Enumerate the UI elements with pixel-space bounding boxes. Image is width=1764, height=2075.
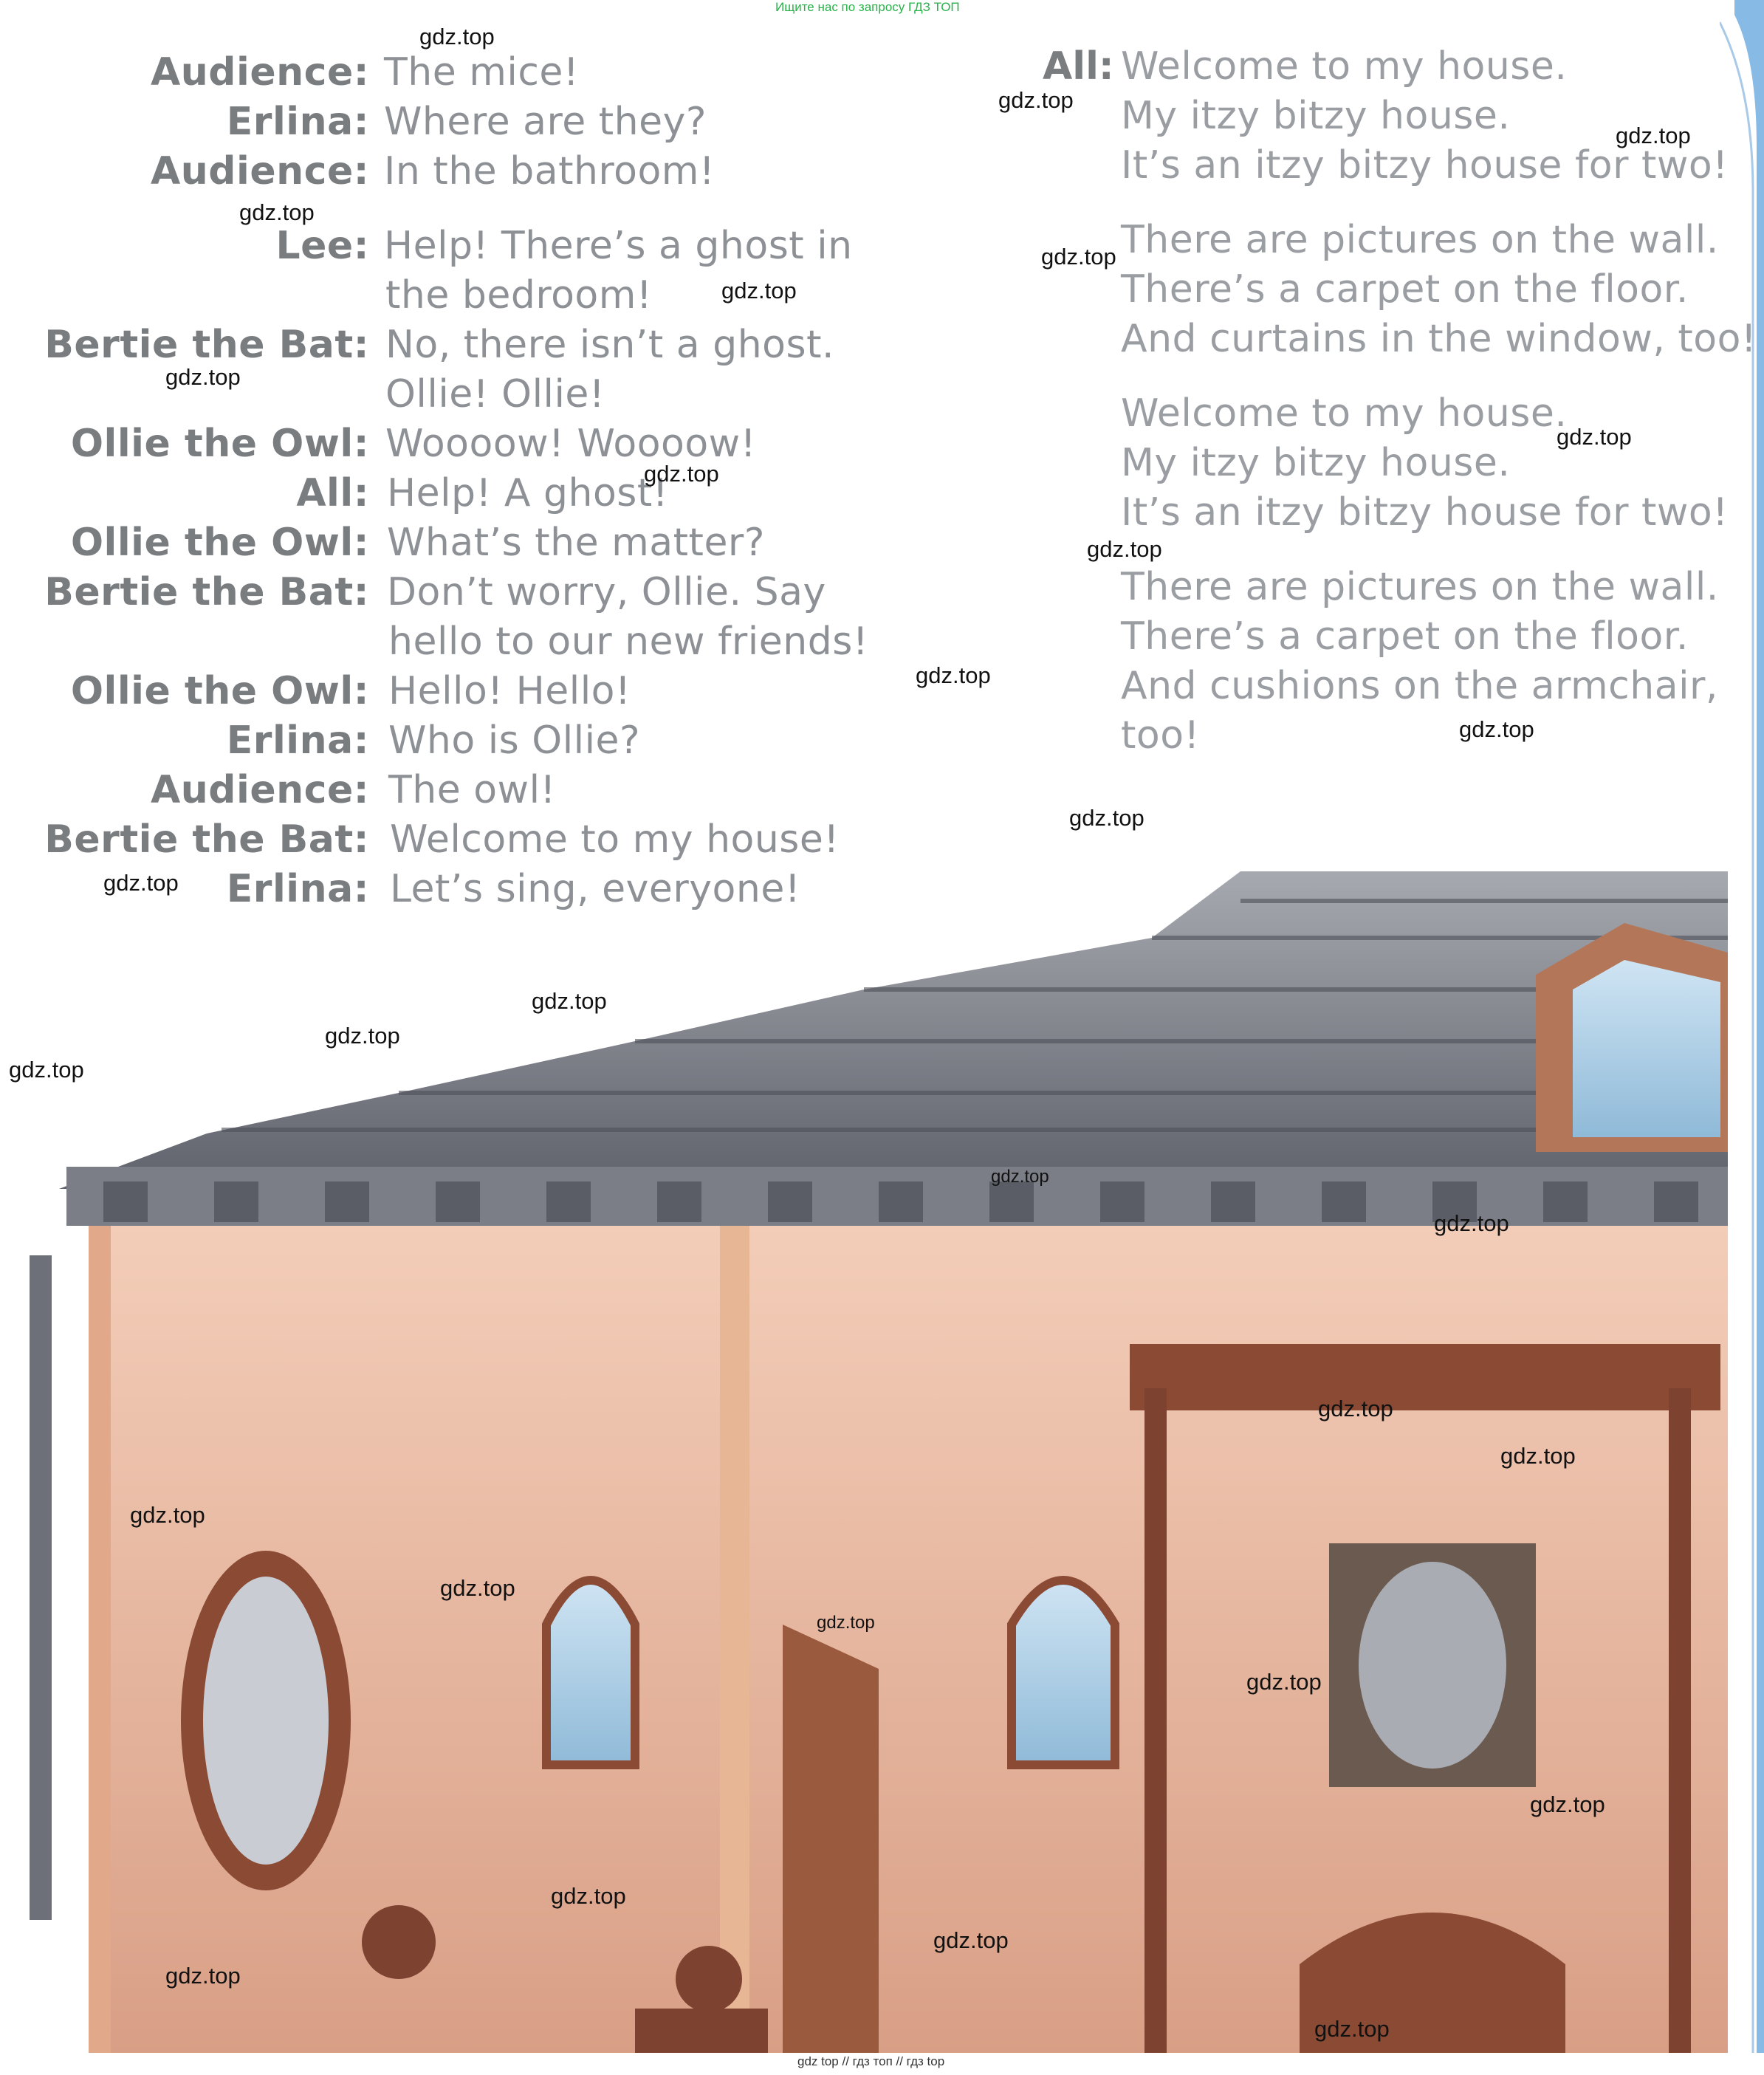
dialogue-line: Help! A ghost! bbox=[387, 471, 669, 515]
dialogue-line: Who is Ollie? bbox=[388, 718, 641, 763]
song-line: Welcome to my house. bbox=[1121, 391, 1568, 436]
watermark: gdz.top bbox=[239, 199, 315, 225]
dialogue-line: hello to our new friends! bbox=[388, 620, 869, 664]
dialogue-row bbox=[0, 570, 369, 622]
speaker-label: Ollie the Owl: bbox=[70, 669, 369, 713]
watermark: gdz.top bbox=[916, 662, 991, 688]
dialogue-row bbox=[0, 669, 369, 721]
speaker-label: All: bbox=[296, 471, 369, 515]
watermark: gdz.top bbox=[1314, 2016, 1390, 2042]
watermark: gdz.top bbox=[1434, 1210, 1509, 1236]
dialogue-row bbox=[0, 149, 369, 201]
song-line: There are pictures on the wall. bbox=[1121, 565, 1719, 609]
watermark: gdz.top bbox=[325, 1023, 400, 1049]
watermark: gdz.top bbox=[644, 461, 719, 487]
header-note[interactable]: Ищите нас по запросу ГДЗ ТОП bbox=[775, 0, 960, 14]
watermark: gdz.top bbox=[998, 87, 1074, 113]
dialogue-line: In the bathroom! bbox=[384, 149, 715, 193]
watermark: gdz.top bbox=[991, 1167, 1049, 1187]
watermark: gdz.top bbox=[165, 364, 241, 390]
dialogue-row bbox=[0, 100, 369, 151]
haunted-house-illustration bbox=[0, 842, 1764, 2053]
song-line: too! bbox=[1121, 713, 1200, 758]
dialogue-line: Ollie! Ollie! bbox=[385, 372, 605, 416]
watermark: gdz.top bbox=[721, 278, 797, 303]
watermark: gdz.top bbox=[1069, 805, 1144, 831]
watermark: gdz.top bbox=[130, 1502, 205, 1528]
dialogue-line: What’s the matter? bbox=[387, 521, 765, 565]
speaker-label: Bertie the Bat: bbox=[44, 817, 369, 862]
watermark: gdz.top bbox=[1318, 1396, 1393, 1421]
song-line: My itzy bitzy house. bbox=[1121, 441, 1511, 485]
watermark: gdz.top bbox=[9, 1057, 84, 1083]
speaker-label: Audience: bbox=[151, 768, 369, 812]
watermark: gdz.top bbox=[1459, 716, 1534, 742]
speaker-label: Bertie the Bat: bbox=[44, 323, 369, 367]
watermark: gdz.top bbox=[419, 24, 495, 49]
dialogue-line: No, there isn’t a ghost. bbox=[385, 323, 834, 367]
dialogue-line: Where are they? bbox=[384, 100, 707, 144]
speaker-label: Lee: bbox=[275, 224, 369, 268]
song-line: My itzy bitzy house. bbox=[1121, 94, 1511, 138]
speaker-label: Erlina: bbox=[226, 100, 369, 144]
watermark: gdz.top bbox=[1087, 536, 1162, 562]
dialogue-row bbox=[0, 50, 369, 102]
song-line: There are pictures on the wall. bbox=[1121, 218, 1719, 262]
dialogue-line: Don’t worry, Ollie. Say bbox=[387, 570, 826, 614]
watermark: gdz.top bbox=[1530, 1791, 1605, 1817]
dialogue-line: Hello! Hello! bbox=[388, 669, 631, 713]
song-line: Welcome to my house. bbox=[1121, 44, 1568, 89]
footer-note[interactable]: gdz top // гдз топ // гдз top bbox=[797, 2054, 945, 2068]
watermark: gdz.top bbox=[1041, 244, 1116, 270]
dialogue-row bbox=[0, 224, 369, 275]
watermark: gdz.top bbox=[551, 1883, 626, 1909]
watermark: gdz.top bbox=[1246, 1669, 1322, 1695]
dialogue-line: Let’s sing, everyone! bbox=[390, 867, 801, 911]
dialogue-row bbox=[0, 422, 369, 473]
song-line: And curtains in the window, too! bbox=[1121, 317, 1757, 361]
dialogue-row bbox=[0, 471, 369, 523]
speaker-label: Erlina: bbox=[226, 718, 369, 763]
dialogue-row bbox=[0, 768, 369, 820]
dialogue-line: The owl! bbox=[388, 768, 556, 812]
speaker-label: Ollie the Owl: bbox=[70, 521, 369, 565]
watermark: gdz.top bbox=[1557, 424, 1632, 450]
watermark: gdz.top bbox=[1500, 1443, 1576, 1469]
speaker-label: Audience: bbox=[151, 50, 369, 95]
watermark: gdz.top bbox=[165, 1963, 241, 1989]
dialogue-line: Welcome to my house! bbox=[390, 817, 840, 862]
speaker-label: Bertie the Bat: bbox=[44, 570, 369, 614]
speaker-label: Audience: bbox=[151, 149, 369, 193]
watermark: gdz.top bbox=[103, 870, 179, 896]
dialogue-line: Help! There’s a ghost in bbox=[384, 224, 853, 268]
song-line: It’s an itzy bitzy house for two! bbox=[1121, 143, 1729, 188]
song-line: It’s an itzy bitzy house for two! bbox=[1121, 490, 1729, 535]
song-line: There’s a carpet on the floor. bbox=[1121, 267, 1689, 312]
dialogue-line: the bedroom! bbox=[385, 273, 653, 318]
watermark: gdz.top bbox=[440, 1575, 515, 1601]
dialogue-line: Woooow! Woooow! bbox=[385, 422, 757, 466]
watermark: gdz.top bbox=[817, 1613, 875, 1633]
song-line: There’s a carpet on the floor. bbox=[1121, 614, 1689, 659]
dialogue-row bbox=[0, 521, 369, 572]
watermark: gdz.top bbox=[532, 988, 607, 1014]
song-line: And cushions on the armchair, bbox=[1121, 664, 1718, 708]
watermark: gdz.top bbox=[933, 1927, 1009, 1953]
speaker-label: Ollie the Owl: bbox=[70, 422, 369, 466]
song-speaker-label: All: bbox=[1043, 44, 1114, 89]
dialogue-line: The mice! bbox=[384, 50, 580, 95]
watermark: gdz.top bbox=[1616, 123, 1691, 148]
speaker-label: Erlina: bbox=[226, 867, 369, 911]
dialogue-row bbox=[0, 718, 369, 770]
